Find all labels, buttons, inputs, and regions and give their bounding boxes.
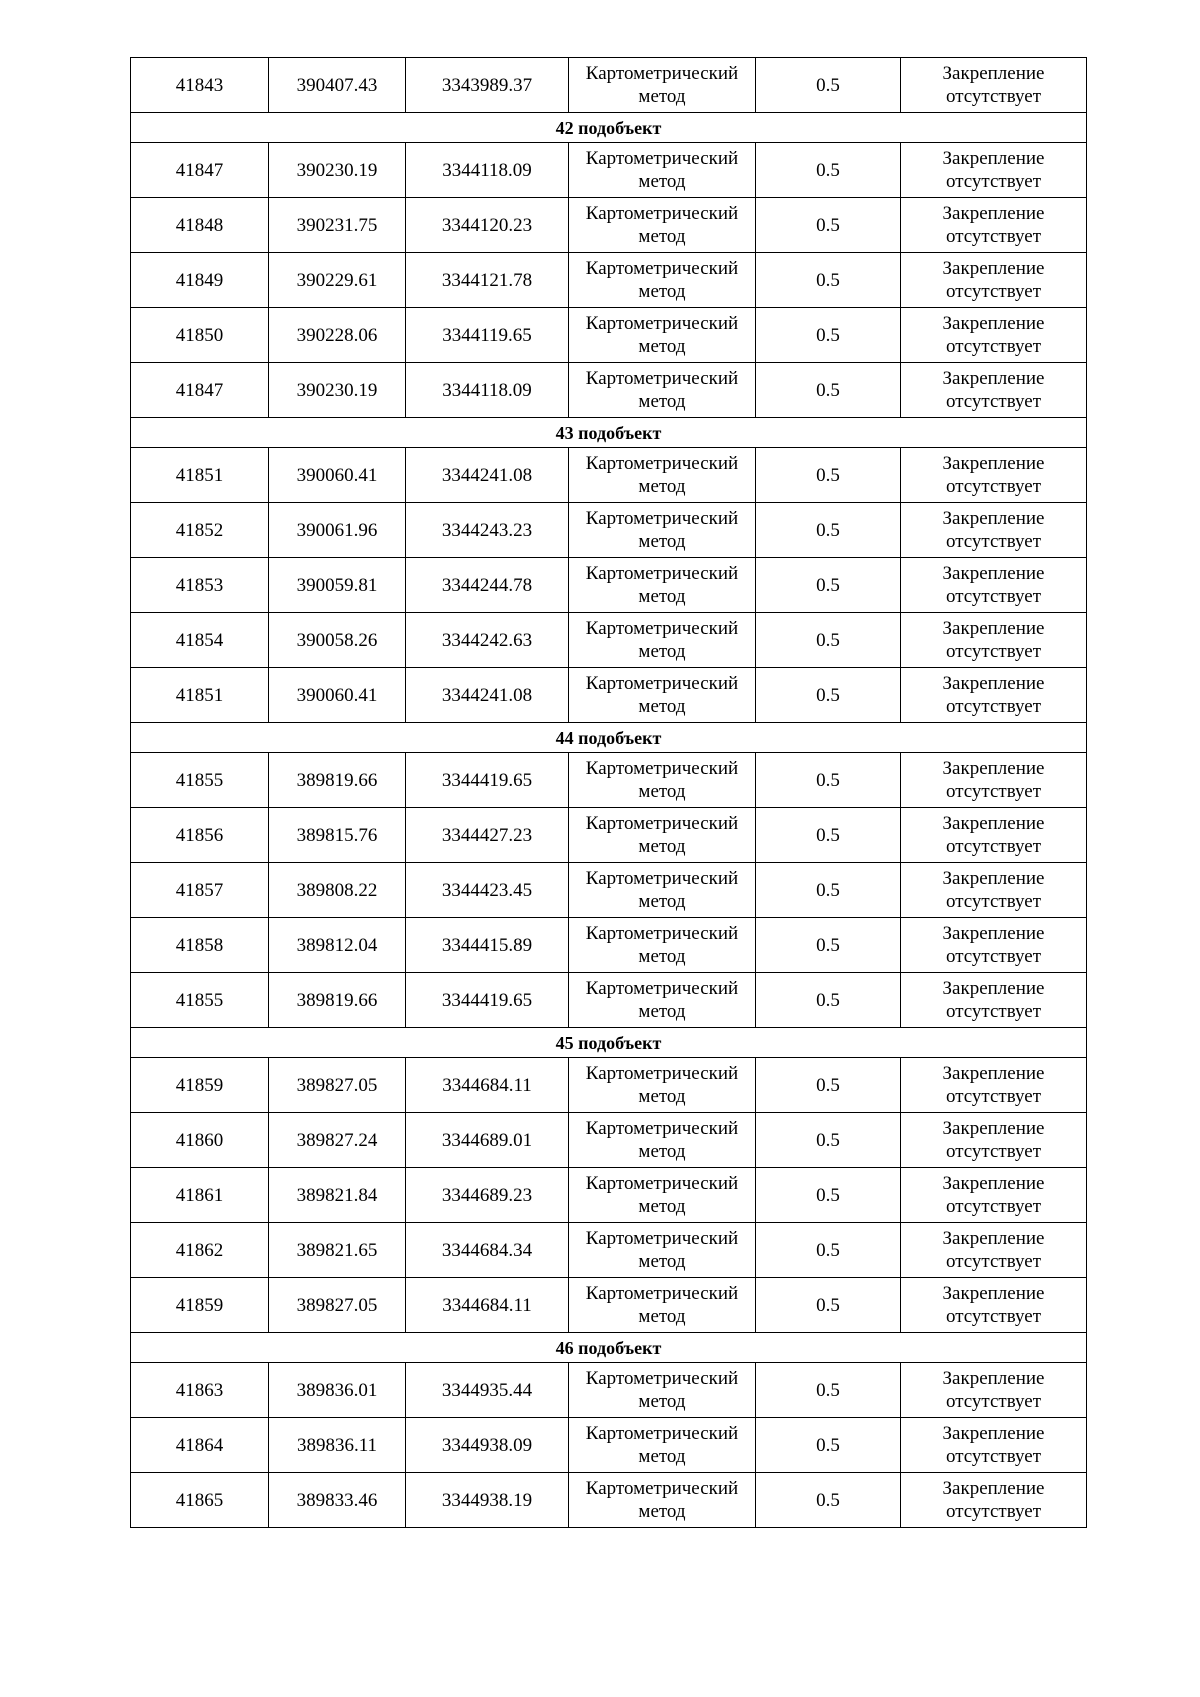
section-header-row (131, 1028, 1087, 1058)
y-coordinate-cell: 3344119.65 (406, 308, 569, 363)
x-coordinate-cell: 390229.61 (269, 253, 406, 308)
section-header-row (131, 418, 1087, 448)
fixing-cell: Закрепление отсутствует (901, 808, 1087, 863)
table-row (131, 753, 1087, 808)
fixing-cell: Закрепление отсутствует (901, 1058, 1087, 1113)
x-coordinate-cell: 390231.75 (269, 198, 406, 253)
y-coordinate-cell: 3344243.23 (406, 503, 569, 558)
method-cell: Картометрический метод (569, 973, 756, 1028)
table-row (131, 918, 1087, 973)
table-row (131, 808, 1087, 863)
point-number-cell: 41861 (131, 1168, 269, 1223)
point-number-cell: 41852 (131, 503, 269, 558)
point-number-cell: 41856 (131, 808, 269, 863)
fixing-cell: Закрепление отсутствует (901, 143, 1087, 198)
method-cell: Картометрический метод (569, 1278, 756, 1333)
point-number-cell: 41855 (131, 973, 269, 1028)
fixing-cell: Закрепление отсутствует (901, 503, 1087, 558)
method-cell: Картометрический метод (569, 1223, 756, 1278)
method-cell: Картометрический метод (569, 1418, 756, 1473)
fixing-cell: Закрепление отсутствует (901, 58, 1087, 113)
fixing-cell: Закрепление отсутствует (901, 363, 1087, 418)
x-coordinate-cell: 389827.05 (269, 1058, 406, 1113)
point-number-cell: 41855 (131, 753, 269, 808)
fixing-cell: Закрепление отсутствует (901, 1278, 1087, 1333)
point-number-cell: 41860 (131, 1113, 269, 1168)
method-cell: Картометрический метод (569, 308, 756, 363)
section-title: 42 подобъект (131, 113, 1087, 143)
point-number-cell: 41854 (131, 613, 269, 668)
y-coordinate-cell: 3344419.65 (406, 753, 569, 808)
fixing-cell: Закрепление отсутствует (901, 668, 1087, 723)
table-row (131, 1418, 1087, 1473)
fixing-cell: Закрепление отсутствует (901, 198, 1087, 253)
y-coordinate-cell: 3344684.11 (406, 1278, 569, 1333)
x-coordinate-cell: 389821.84 (269, 1168, 406, 1223)
x-coordinate-cell: 389808.22 (269, 863, 406, 918)
method-cell: Картометрический метод (569, 1058, 756, 1113)
y-coordinate-cell: 3344121.78 (406, 253, 569, 308)
x-coordinate-cell: 389833.46 (269, 1473, 406, 1528)
y-coordinate-cell: 3344120.23 (406, 198, 569, 253)
point-number-cell: 41848 (131, 198, 269, 253)
table-row (131, 1058, 1087, 1113)
accuracy-cell: 0.5 (756, 808, 901, 863)
y-coordinate-cell: 3344118.09 (406, 363, 569, 418)
method-cell: Картометрический метод (569, 753, 756, 808)
accuracy-cell: 0.5 (756, 1113, 901, 1168)
fixing-cell: Закрепление отсутствует (901, 308, 1087, 363)
table-row (131, 973, 1087, 1028)
method-cell: Картометрический метод (569, 448, 756, 503)
y-coordinate-cell: 3344241.08 (406, 448, 569, 503)
fixing-cell: Закрепление отсутствует (901, 1113, 1087, 1168)
y-coordinate-cell: 3344118.09 (406, 143, 569, 198)
table-row (131, 1223, 1087, 1278)
point-number-cell: 41847 (131, 363, 269, 418)
method-cell: Картометрический метод (569, 1168, 756, 1223)
fixing-cell: Закрепление отсутствует (901, 973, 1087, 1028)
method-cell: Картометрический метод (569, 1113, 756, 1168)
fixing-cell: Закрепление отсутствует (901, 753, 1087, 808)
point-number-cell: 41847 (131, 143, 269, 198)
y-coordinate-cell: 3344938.09 (406, 1418, 569, 1473)
table-body (131, 58, 1087, 1528)
fixing-cell: Закрепление отсутствует (901, 448, 1087, 503)
point-number-cell: 41859 (131, 1278, 269, 1333)
x-coordinate-cell: 389815.76 (269, 808, 406, 863)
fixing-cell: Закрепление отсутствует (901, 1223, 1087, 1278)
table-row (131, 1363, 1087, 1418)
method-cell: Картометрический метод (569, 668, 756, 723)
table-row (131, 1168, 1087, 1223)
point-number-cell: 41864 (131, 1418, 269, 1473)
y-coordinate-cell: 3344423.45 (406, 863, 569, 918)
fixing-cell: Закрепление отсутствует (901, 1363, 1087, 1418)
coordinates-table (130, 57, 1087, 1528)
y-coordinate-cell: 3343989.37 (406, 58, 569, 113)
method-cell: Картометрический метод (569, 863, 756, 918)
y-coordinate-cell: 3344427.23 (406, 808, 569, 863)
x-coordinate-cell: 390059.81 (269, 558, 406, 613)
y-coordinate-cell: 3344684.34 (406, 1223, 569, 1278)
point-number-cell: 41857 (131, 863, 269, 918)
section-title: 43 подобъект (131, 418, 1087, 448)
table-row (131, 613, 1087, 668)
accuracy-cell: 0.5 (756, 973, 901, 1028)
point-number-cell: 41843 (131, 58, 269, 113)
y-coordinate-cell: 3344241.08 (406, 668, 569, 723)
x-coordinate-cell: 389836.11 (269, 1418, 406, 1473)
accuracy-cell: 0.5 (756, 753, 901, 808)
y-coordinate-cell: 3344689.23 (406, 1168, 569, 1223)
y-coordinate-cell: 3344938.19 (406, 1473, 569, 1528)
section-header-row (131, 1333, 1087, 1363)
point-number-cell: 41851 (131, 448, 269, 503)
point-number-cell: 41865 (131, 1473, 269, 1528)
y-coordinate-cell: 3344689.01 (406, 1113, 569, 1168)
method-cell: Картометрический метод (569, 363, 756, 418)
point-number-cell: 41859 (131, 1058, 269, 1113)
accuracy-cell: 0.5 (756, 198, 901, 253)
x-coordinate-cell: 390230.19 (269, 143, 406, 198)
accuracy-cell: 0.5 (756, 253, 901, 308)
section-header-row (131, 113, 1087, 143)
x-coordinate-cell: 390060.41 (269, 448, 406, 503)
accuracy-cell: 0.5 (756, 613, 901, 668)
accuracy-cell: 0.5 (756, 1168, 901, 1223)
accuracy-cell: 0.5 (756, 1363, 901, 1418)
accuracy-cell: 0.5 (756, 58, 901, 113)
table-row (131, 1473, 1087, 1528)
point-number-cell: 41858 (131, 918, 269, 973)
method-cell: Картометрический метод (569, 143, 756, 198)
table-row (131, 308, 1087, 363)
x-coordinate-cell: 389819.66 (269, 753, 406, 808)
y-coordinate-cell: 3344415.89 (406, 918, 569, 973)
fixing-cell: Закрепление отсутствует (901, 1418, 1087, 1473)
method-cell: Картометрический метод (569, 1363, 756, 1418)
x-coordinate-cell: 390058.26 (269, 613, 406, 668)
table-row (131, 448, 1087, 503)
fixing-cell: Закрепление отсутствует (901, 558, 1087, 613)
method-cell: Картометрический метод (569, 253, 756, 308)
table-row (131, 58, 1087, 113)
accuracy-cell: 0.5 (756, 558, 901, 613)
y-coordinate-cell: 3344935.44 (406, 1363, 569, 1418)
fixing-cell: Закрепление отсутствует (901, 253, 1087, 308)
method-cell: Картометрический метод (569, 198, 756, 253)
fixing-cell: Закрепление отсутствует (901, 863, 1087, 918)
x-coordinate-cell: 390407.43 (269, 58, 406, 113)
section-title: 46 подобъект (131, 1333, 1087, 1363)
method-cell: Картометрический метод (569, 503, 756, 558)
point-number-cell: 41862 (131, 1223, 269, 1278)
accuracy-cell: 0.5 (756, 143, 901, 198)
accuracy-cell: 0.5 (756, 1473, 901, 1528)
point-number-cell: 41853 (131, 558, 269, 613)
method-cell: Картометрический метод (569, 1473, 756, 1528)
section-title: 45 подобъект (131, 1028, 1087, 1058)
point-number-cell: 41863 (131, 1363, 269, 1418)
table-row (131, 143, 1087, 198)
fixing-cell: Закрепление отсутствует (901, 1168, 1087, 1223)
accuracy-cell: 0.5 (756, 1418, 901, 1473)
y-coordinate-cell: 3344419.65 (406, 973, 569, 1028)
x-coordinate-cell: 389827.24 (269, 1113, 406, 1168)
table-row (131, 1278, 1087, 1333)
accuracy-cell: 0.5 (756, 1223, 901, 1278)
x-coordinate-cell: 390061.96 (269, 503, 406, 558)
y-coordinate-cell: 3344242.63 (406, 613, 569, 668)
accuracy-cell: 0.5 (756, 363, 901, 418)
y-coordinate-cell: 3344684.11 (406, 1058, 569, 1113)
method-cell: Картометрический метод (569, 58, 756, 113)
x-coordinate-cell: 390230.19 (269, 363, 406, 418)
method-cell: Картометрический метод (569, 613, 756, 668)
table-row (131, 558, 1087, 613)
x-coordinate-cell: 390060.41 (269, 668, 406, 723)
x-coordinate-cell: 389836.01 (269, 1363, 406, 1418)
accuracy-cell: 0.5 (756, 308, 901, 363)
section-header-row (131, 723, 1087, 753)
accuracy-cell: 0.5 (756, 863, 901, 918)
x-coordinate-cell: 389812.04 (269, 918, 406, 973)
table-row (131, 1113, 1087, 1168)
x-coordinate-cell: 389827.05 (269, 1278, 406, 1333)
x-coordinate-cell: 390228.06 (269, 308, 406, 363)
x-coordinate-cell: 389821.65 (269, 1223, 406, 1278)
section-title: 44 подобъект (131, 723, 1087, 753)
accuracy-cell: 0.5 (756, 1278, 901, 1333)
method-cell: Картометрический метод (569, 918, 756, 973)
accuracy-cell: 0.5 (756, 503, 901, 558)
fixing-cell: Закрепление отсутствует (901, 918, 1087, 973)
accuracy-cell: 0.5 (756, 918, 901, 973)
table-row (131, 668, 1087, 723)
table-row (131, 363, 1087, 418)
point-number-cell: 41850 (131, 308, 269, 363)
point-number-cell: 41849 (131, 253, 269, 308)
method-cell: Картометрический метод (569, 808, 756, 863)
fixing-cell: Закрепление отсутствует (901, 613, 1087, 668)
table-row (131, 503, 1087, 558)
table-row (131, 253, 1087, 308)
table-row (131, 198, 1087, 253)
fixing-cell: Закрепление отсутствует (901, 1473, 1087, 1528)
point-number-cell: 41851 (131, 668, 269, 723)
accuracy-cell: 0.5 (756, 448, 901, 503)
method-cell: Картометрический метод (569, 558, 756, 613)
accuracy-cell: 0.5 (756, 668, 901, 723)
x-coordinate-cell: 389819.66 (269, 973, 406, 1028)
y-coordinate-cell: 3344244.78 (406, 558, 569, 613)
table-row (131, 863, 1087, 918)
accuracy-cell: 0.5 (756, 1058, 901, 1113)
